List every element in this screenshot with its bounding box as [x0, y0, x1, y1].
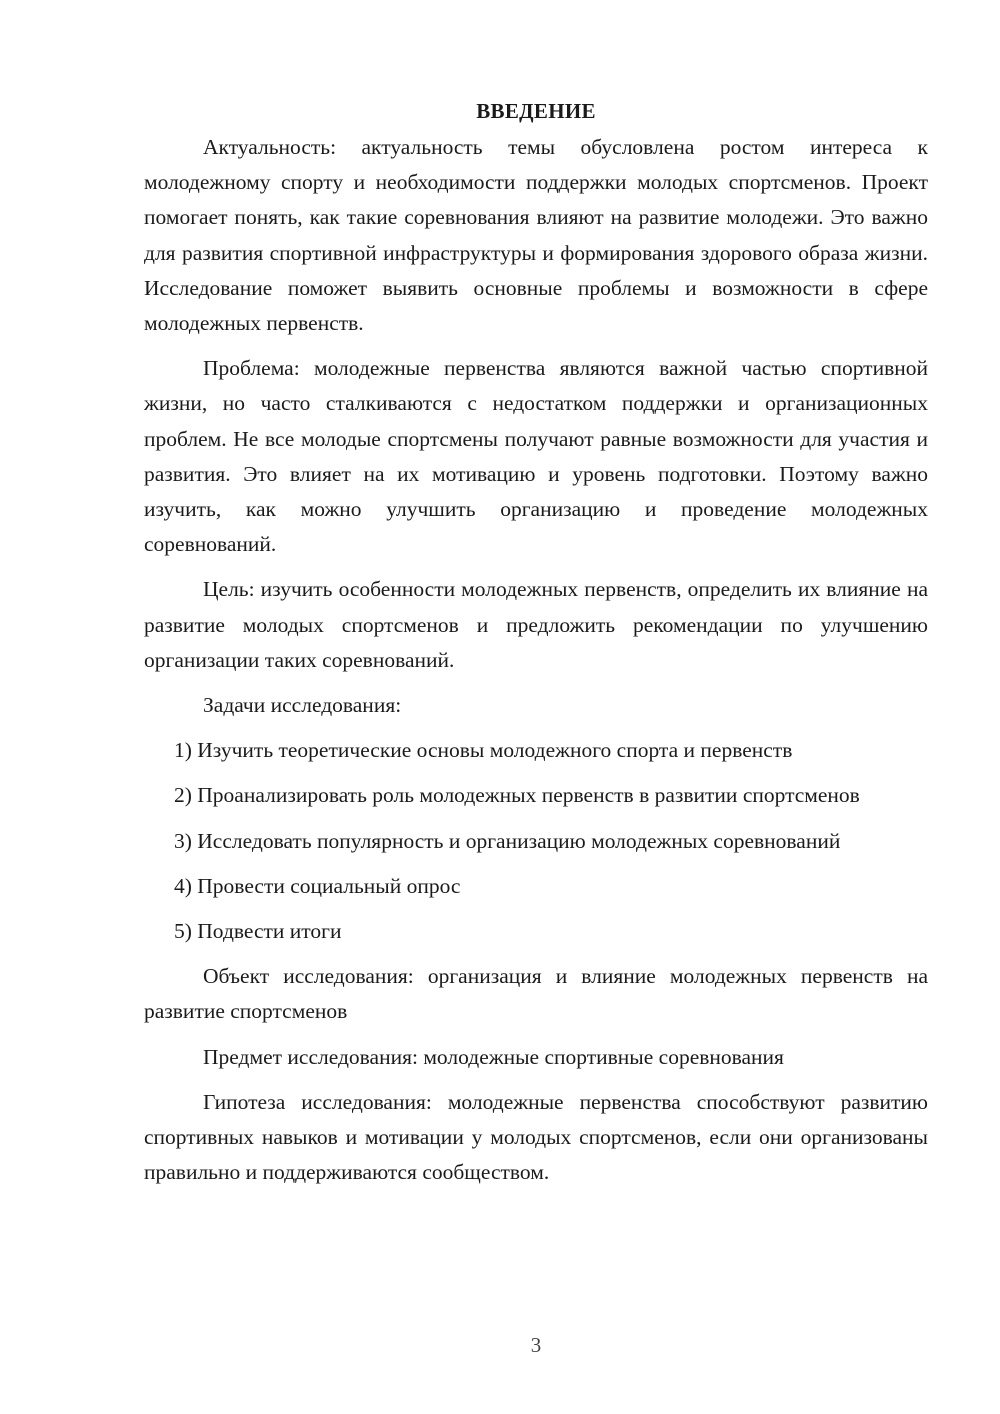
task-item: 4) Провести социальный опрос — [174, 873, 461, 898]
task-item: 5) Подвести итоги — [174, 919, 342, 944]
problem-paragraph: Проблема: молодежные первенства являются важной частью спортивной жизни, но часто сталкиваются с недостатком поддержки и организационных проблем. Не все молодые спортсмены получают равные возможности для участия и развития. Это влияет на их мотивацию и уровень подготовки. Поэтому важно изучить, как можно улучшить организацию и проведение молодежных соревнований. — [144, 356, 928, 557]
tasks-heading: Задачи исследования: — [203, 693, 402, 718]
task-item: 3) Исследовать популярность и организацию молодежных соревнований — [174, 828, 841, 853]
relevance-paragraph: Актуальность: актуальность темы обусловлена ростом интереса к молодежному спорту и необходимости поддержки молодых спортсменов. Проект помогает понять, как такие соревнования влияют на развитие молодежи. Это важно для развития спортивной инфраструктуры и формирования здорового образа жизни. Исследование поможет выявить основные проблемы и возможности в сфере молодежных первенств. — [144, 135, 928, 336]
document-title: ВВЕДЕНИЕ — [476, 99, 596, 123]
page-number: 3 — [530, 1333, 542, 1357]
hypothesis-paragraph: Гипотеза исследования: молодежные первенства способствуют развитию спортивных навыков и мотивации у молодых спортсменов, если они организованы правильно и поддерживаются сообществом. — [144, 1089, 928, 1185]
task-item: 2) Проанализировать роль молодежных первенств в развитии спортсменов — [174, 783, 860, 808]
subject-paragraph: Предмет исследования: молодежные спортивные соревнования — [203, 1044, 784, 1069]
task-item: 1) Изучить теоретические основы молодежного спорта и первенств — [174, 738, 793, 763]
goal-paragraph: Цель: изучить особенности молодежных первенств, определить их влияние на развитие молодых спортсменов и предложить рекомендации по улучшению организации таких соревнований. — [144, 577, 928, 672]
object-paragraph: Объект исследования: организация и влияние молодежных первенств на развитие спортсменов — [144, 964, 928, 1024]
document-page — [144, 96, 928, 1200]
